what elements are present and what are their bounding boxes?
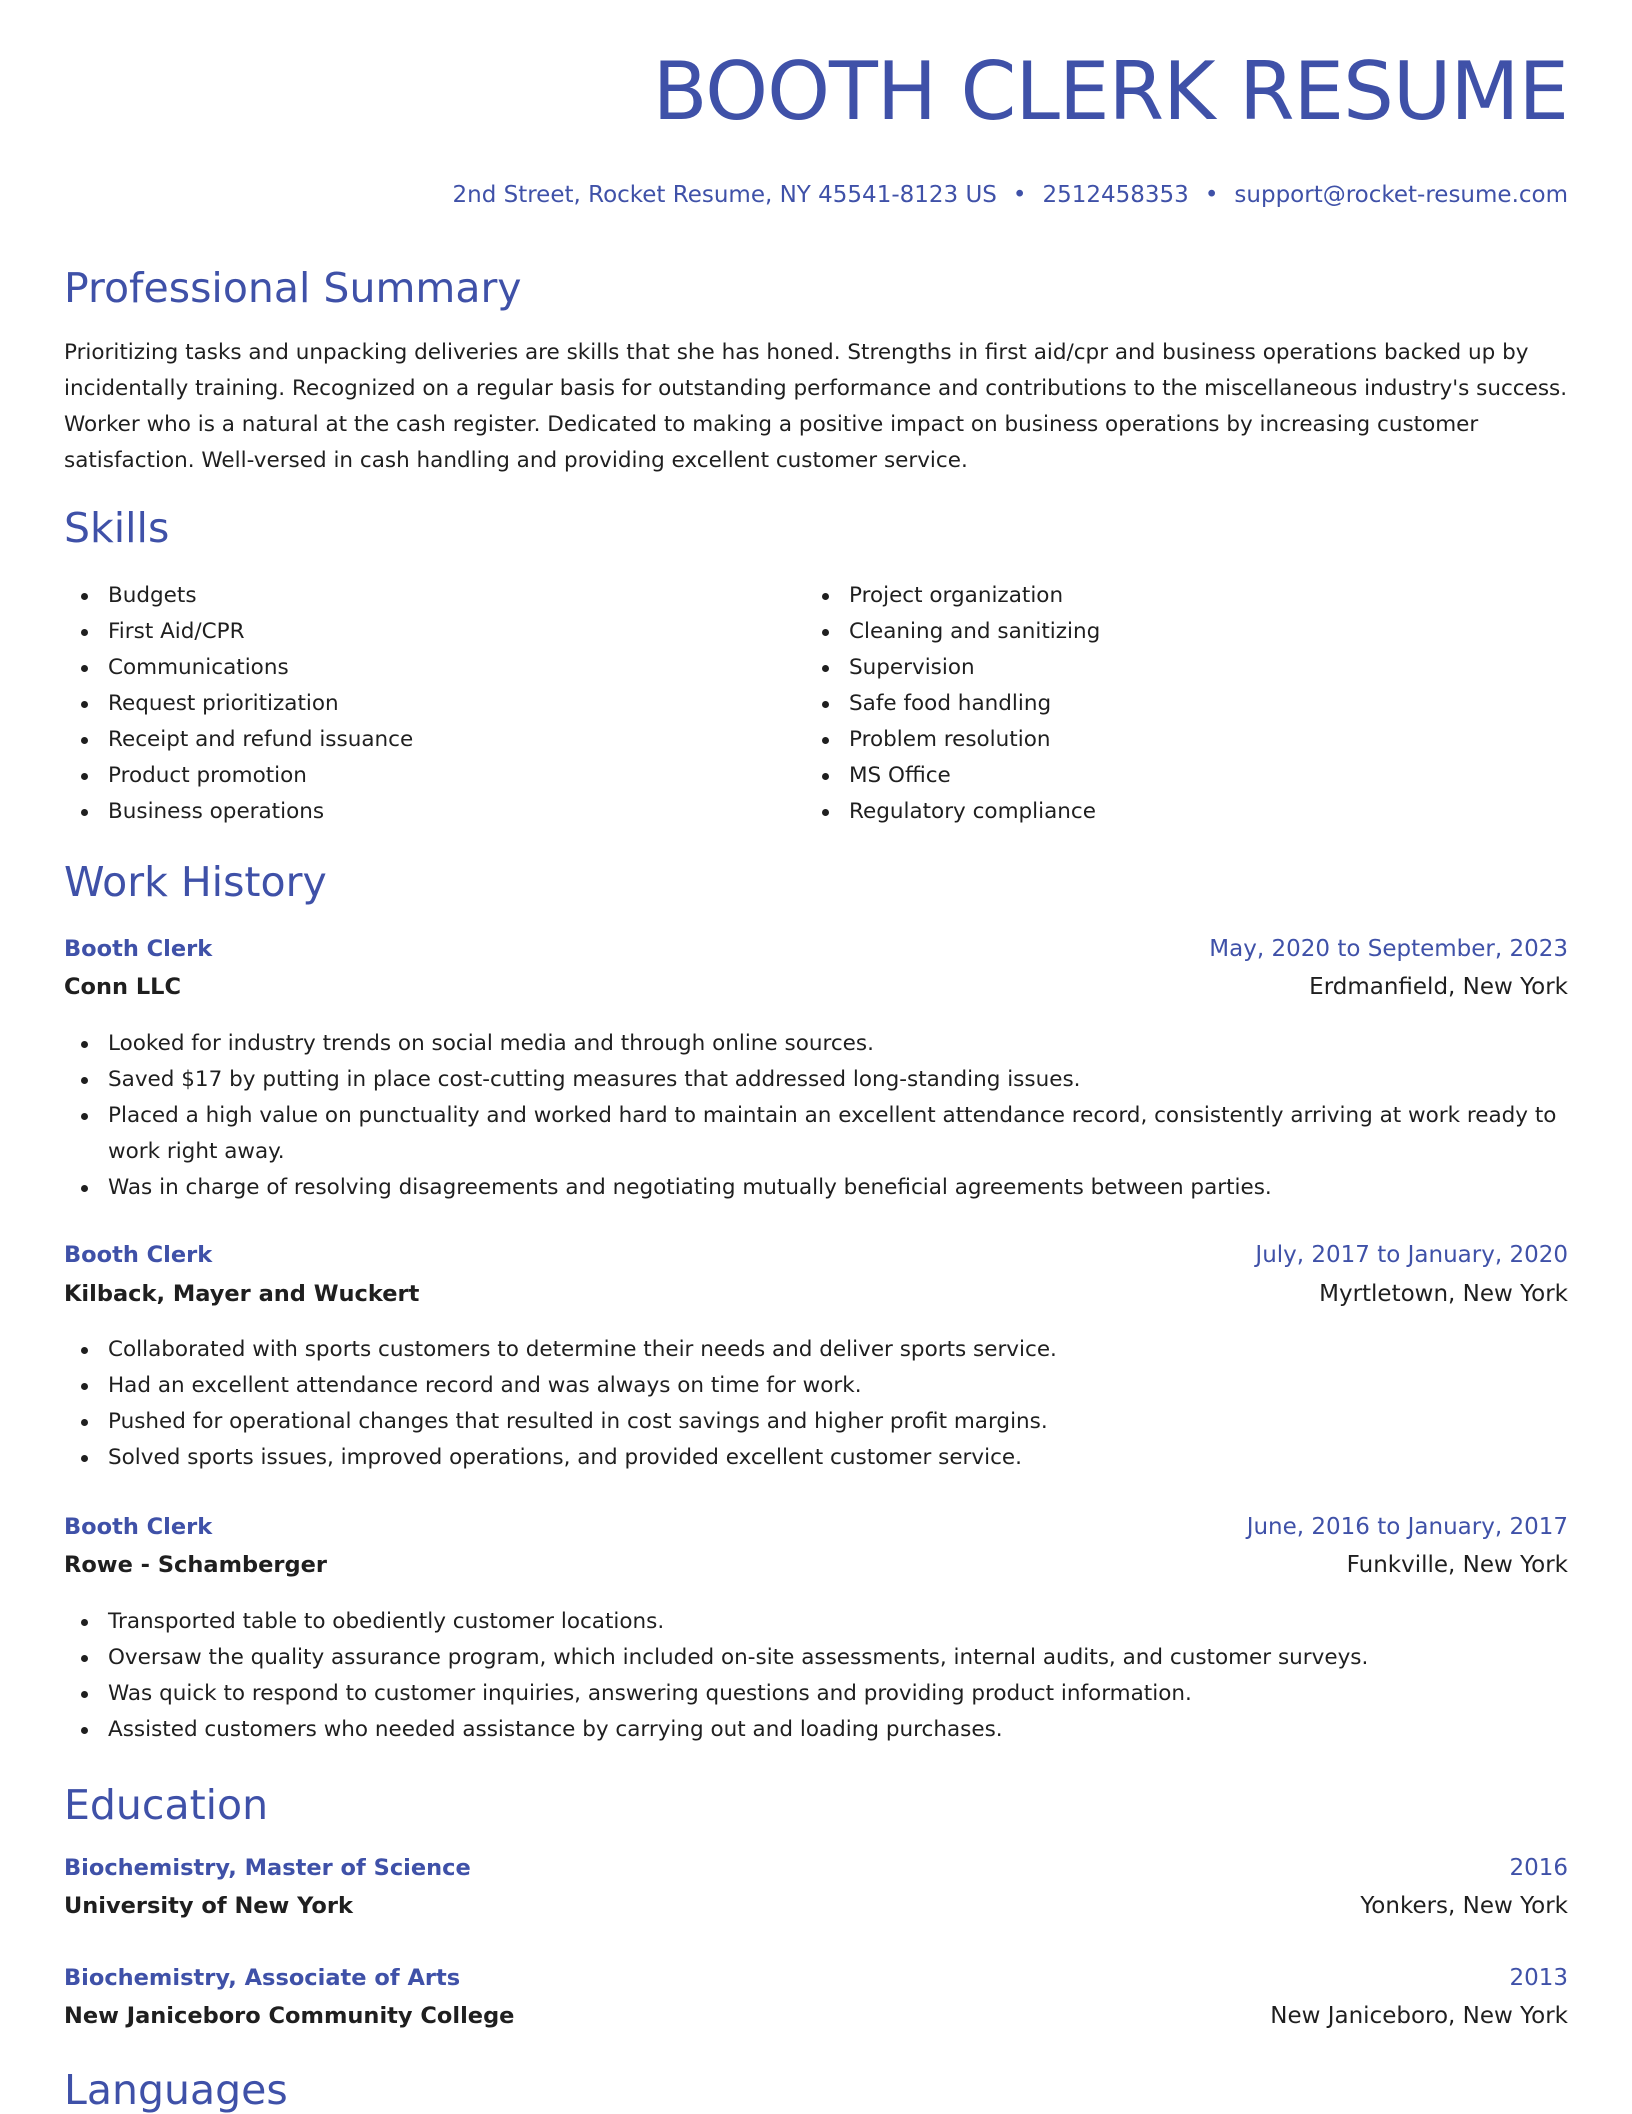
skill-item: Communications [108, 652, 413, 688]
job-header [64, 1514, 1568, 1548]
job-employer [64, 974, 1568, 1008]
skill-item: First Aid/CPR [108, 616, 413, 652]
skill-item: Cleaning and sanitizing [849, 616, 1100, 652]
work-history-heading: Work History [64, 858, 327, 906]
job-location: Funkville, New York [1346, 1552, 1568, 1578]
skill-item: MS Office [849, 760, 1100, 796]
skill-item: Safe food handling [849, 688, 1100, 724]
contact-separator: • [1204, 182, 1219, 208]
education-school: New Janiceboro Community College [64, 2003, 515, 2029]
email-link[interactable]: support@rocket-resume.com [1234, 182, 1568, 208]
languages-heading: Languages [64, 2066, 288, 2114]
skill-item: Project organization [849, 580, 1100, 616]
job-bullet: Had an excellent attendance record and was always on time for work. [108, 1368, 1568, 1404]
job-bullet: Solved sports issues, improved operations, and provided excellent customer service. [108, 1440, 1568, 1476]
phone: 2512458353 [1042, 182, 1189, 208]
education-year: 2013 [1509, 1965, 1568, 1991]
job-bullet: Transported table to obediently customer locations. [108, 1604, 1568, 1640]
job-bullet: Assisted customers who needed assistance by carrying out and loading purchases. [108, 1712, 1568, 1748]
education-header [64, 1855, 1568, 1889]
summary-heading: Professional Summary [64, 264, 522, 312]
contact-line [452, 182, 1568, 208]
job-bullet: Collaborated with sports customers to determine their needs and deliver sports service. [108, 1332, 1568, 1368]
job-dates: July, 2017 to January, 2020 [1255, 1242, 1568, 1268]
job-bullets [64, 1604, 1568, 1748]
job-company: Conn LLC [64, 974, 182, 1000]
education-degree: Biochemistry, Associate of Arts [64, 1965, 461, 1991]
skill-item: Product promotion [108, 760, 413, 796]
skill-item: Problem resolution [849, 724, 1100, 760]
education-degree: Biochemistry, Master of Science [64, 1855, 471, 1881]
education-school-row [64, 1893, 1568, 1927]
education-school-row [64, 2003, 1568, 2037]
education-location: Yonkers, New York [1360, 1893, 1568, 1919]
skills-heading: Skills [64, 504, 170, 552]
address: 2nd Street, Rocket Resume, NY 45541-8123 US [452, 182, 997, 208]
job-bullets [64, 1026, 1568, 1206]
skill-item: Business operations [108, 796, 413, 832]
skills-list-left [64, 580, 413, 832]
job-dates: May, 2020 to September, 2023 [1209, 936, 1568, 962]
job-bullet: Was quick to respond to customer inquiries, answering questions and providing product information. [108, 1676, 1568, 1712]
resume-title: BOOTH CLERK RESUME [652, 45, 1568, 138]
job-bullet: Placed a high value on punctuality and worked hard to maintain an excellent attendance record, consistently arriving at work ready to work right away. [108, 1098, 1568, 1170]
job-role: Booth Clerk [64, 936, 213, 962]
skill-item: Receipt and refund issuance [108, 724, 413, 760]
job-role: Booth Clerk [64, 1242, 213, 1268]
job-location: Myrtletown, New York [1319, 1281, 1568, 1307]
education-location: New Janiceboro, New York [1270, 2003, 1568, 2029]
job-location: Erdmanfield, New York [1309, 974, 1568, 1000]
job-employer [64, 1281, 1568, 1315]
job-header [64, 1242, 1568, 1276]
education-header [64, 1965, 1568, 1999]
job-bullets [64, 1332, 1568, 1476]
skill-item: Supervision [849, 652, 1100, 688]
job-dates: June, 2016 to January, 2017 [1246, 1514, 1568, 1540]
job-company: Kilback, Mayer and Wuckert [64, 1281, 420, 1307]
skills-list-right [805, 580, 1100, 832]
skill-item: Regulatory compliance [849, 796, 1100, 832]
contact-separator: • [1012, 182, 1027, 208]
job-bullet: Oversaw the quality assurance program, which included on-site assessments, internal audits, and customer surveys. [108, 1640, 1568, 1676]
job-role: Booth Clerk [64, 1514, 213, 1540]
job-bullet: Pushed for operational changes that resulted in cost savings and higher profit margins. [108, 1404, 1568, 1440]
job-bullet: Saved $17 by putting in place cost-cutting measures that addressed long-standing issues. [108, 1062, 1568, 1098]
skill-item: Request prioritization [108, 688, 413, 724]
job-bullet: Looked for industry trends on social media and through online sources. [108, 1026, 1568, 1062]
job-header [64, 936, 1568, 970]
education-school: University of New York [64, 1893, 353, 1919]
summary-text: Prioritizing tasks and unpacking deliveries are skills that she has honed. Strengths in first aid/cpr and business operations backed up by incidentally training. Recognized on a regular basis for outstanding performance and contributions to the miscellaneous industry's success. Worker who is a natural at the cash register. Dedicated to making a positive impact on business operations by increasing customer satisfaction. Well-versed in cash handling and providing excellent customer service. [64, 340, 1568, 473]
education-heading: Education [64, 1781, 269, 1829]
job-company: Rowe - Schamberger [64, 1552, 327, 1578]
job-employer [64, 1552, 1568, 1586]
education-year: 2016 [1509, 1855, 1568, 1881]
skill-item: Budgets [108, 580, 413, 616]
job-bullet: Was in charge of resolving disagreements and negotiating mutually beneficial agreements between parties. [108, 1170, 1568, 1206]
